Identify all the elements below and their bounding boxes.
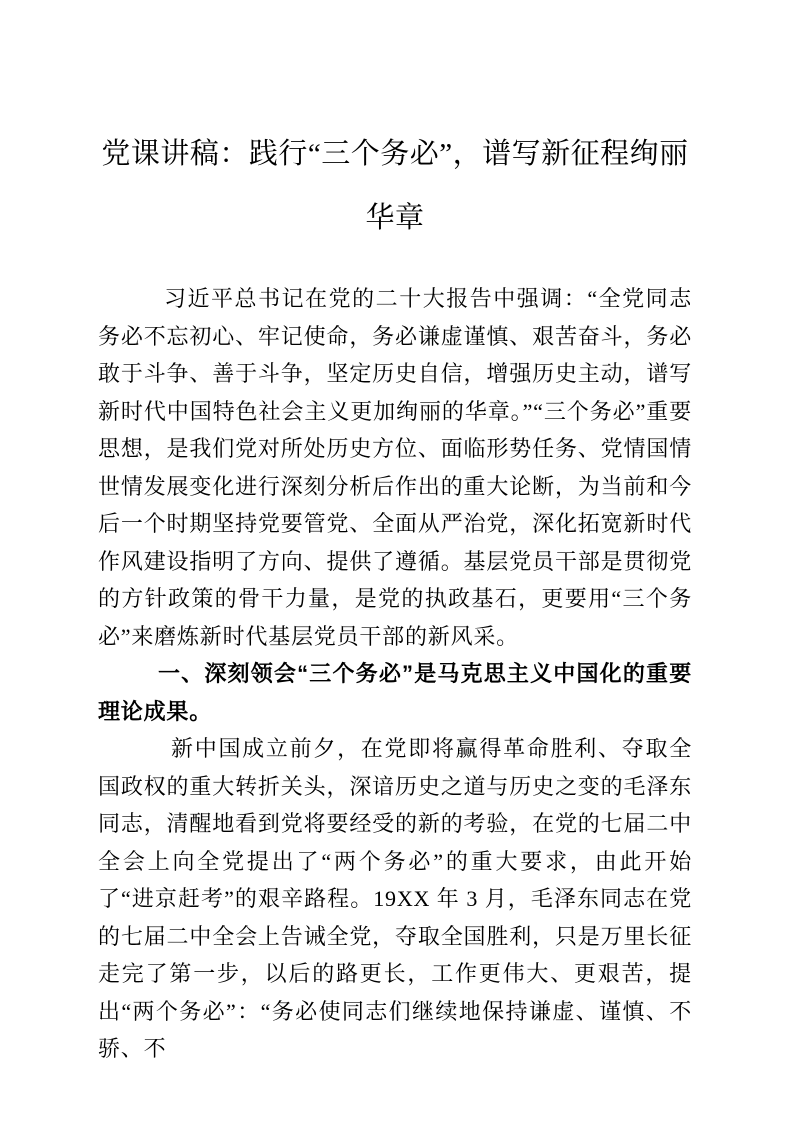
paragraph-intro: 习近平总书记在党的二十大报告中强调：“全党同志务必不忘初心、牢记使命，务必谦虚谨慎、艰苦奋斗，务必敢于斗争、善于斗争，坚定历史自信，增强历史主动，谱写新时代中国特色社会主义更加绚丽的华章。”“三个务必”重要思想，是我们党对所处历史方位、面临形势任务、党情国情世情发展变化进行深刻分析后作出的重大论断，为当前和今后一个时期坚持党要管党、全面从严治党，深化拓宽新时代作风建设指明了方向、提供了遵循。基层党员干部是贯彻党的方针政策的骨干力量，是党的执政基石，更要用“三个务必”来磨炼新时代基层党员干部的新风采。: [98, 286, 692, 649]
document-content: [98, 0, 692, 1068]
section-heading-1: 一、深刻领会“三个务必”是马克思主义中国化的重要理论成果。: [98, 661, 692, 724]
paragraph-section-1: 新中国成立前夕，在党即将赢得革命胜利、夺取全国政权的重大转折关头，深谙历史之道与历史之变的毛泽东同志，清醒地看到党将要经受的新的考验，在党的七届二中全会上向全党提出了“两个务必”的重大要求，由此开始了“进京赶考”的艰辛路程。19XX 年 3 月，毛泽东同志在党的七届二中全会上告诫全党，夺取全国胜利，只是万里长征走完了第一步，以后的路更长，工作更伟大、更艰苦，提出“两个务必”：“务必使同志们继续地保持谦虚、谨慎、不骄、不: [98, 736, 692, 1061]
document-title: 党课讲稿：践行“三个务必”，谱写新征程绚丽华章: [101, 138, 689, 234]
